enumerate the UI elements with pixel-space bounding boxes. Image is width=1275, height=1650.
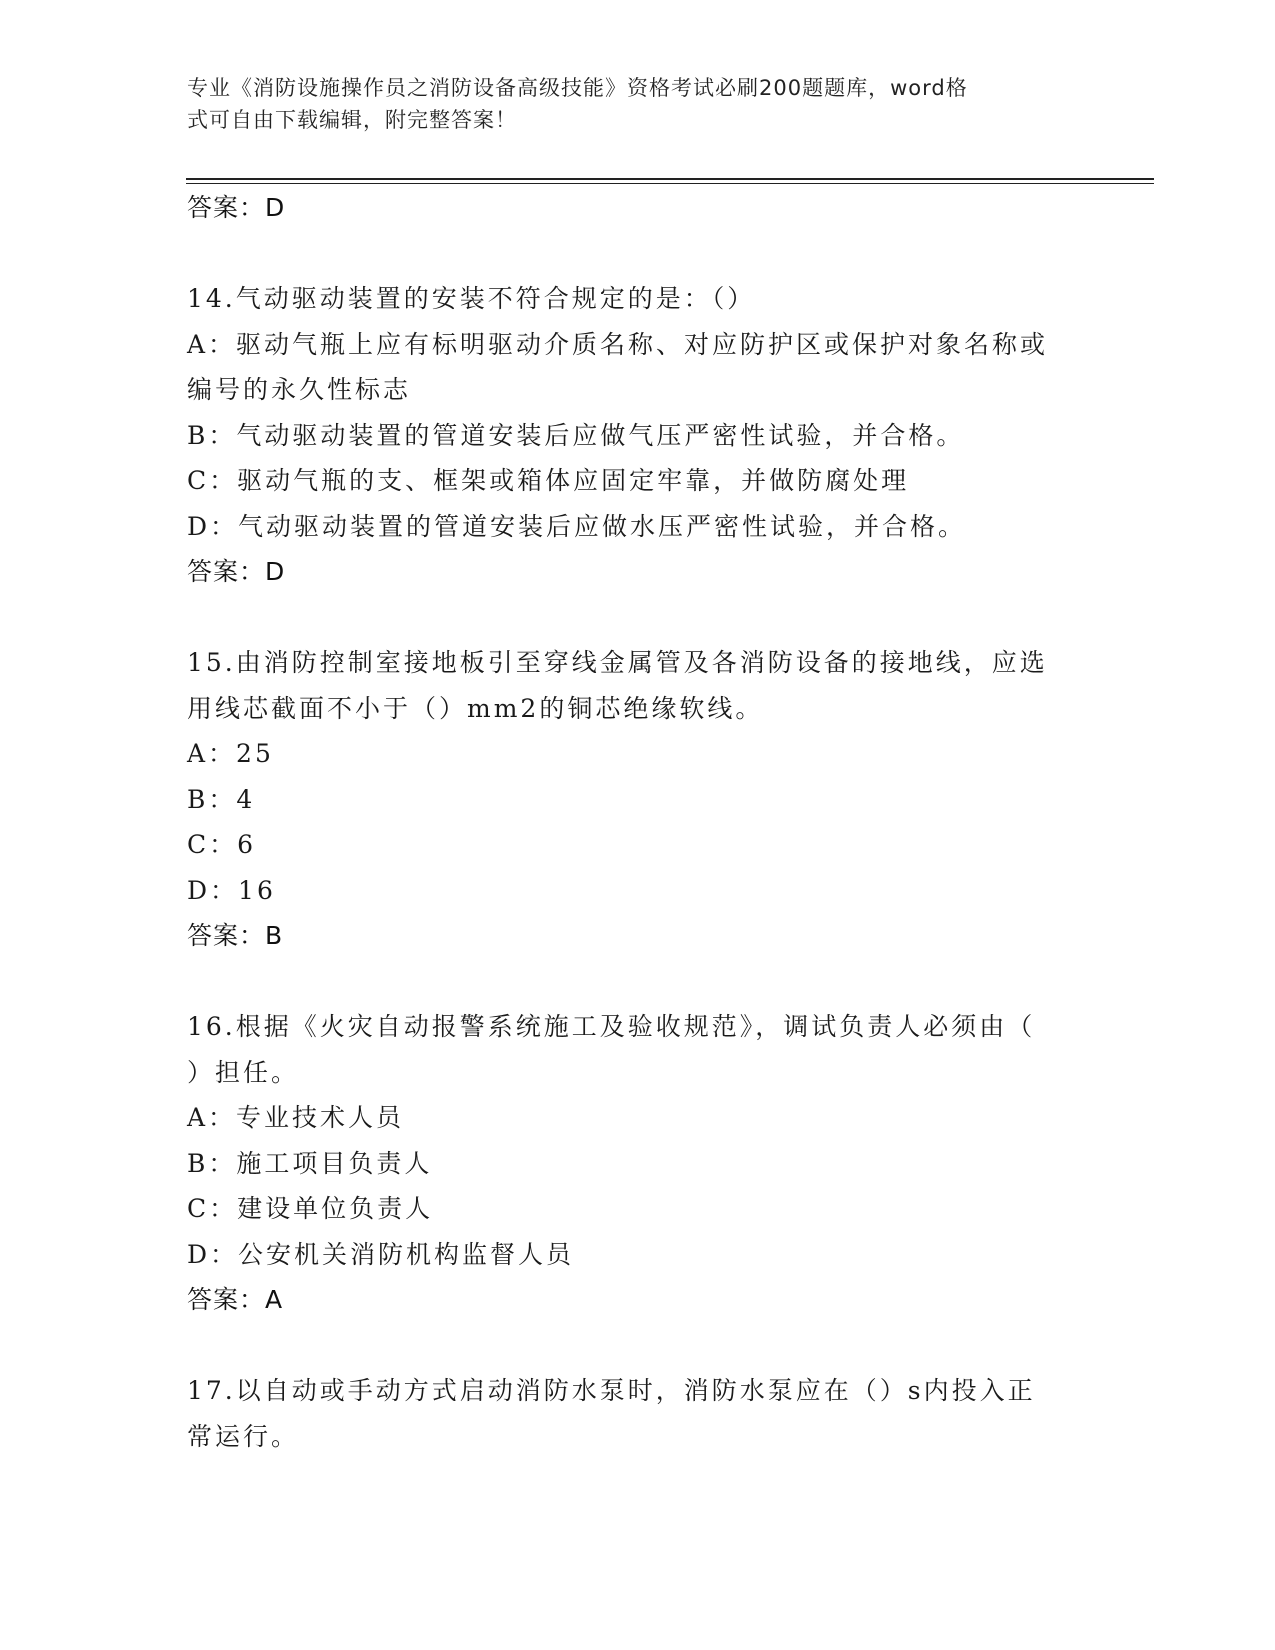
option-d: D：公安机关消防机构监督人员 xyxy=(187,1239,575,1269)
answer: 答案：D xyxy=(187,557,286,586)
header-line-2: 式可自由下载编辑，附完整答案！ xyxy=(187,108,517,132)
option-c: C：驱动气瓶的支、框架或箱体应固定牢靠，并做防腐处理 xyxy=(187,466,910,495)
option-a: A：25 xyxy=(187,739,274,768)
option-c: C：6 xyxy=(187,830,257,859)
answer: 答案：B xyxy=(187,921,284,950)
header-divider xyxy=(186,178,1154,180)
header-line-1: 专业《消防设施操作员之消防设备高级技能》资格考试必刷200题题库，word格 xyxy=(187,76,968,100)
question-stem-continued: 用线芯截面不小于（）mm2的铜芯绝缘软线。 xyxy=(187,693,764,723)
option-a: A：驱动气瓶上应有标明驱动介质名称、对应防护区或保护对象名称或 xyxy=(187,329,1049,359)
question-14 xyxy=(187,276,1087,595)
question-list xyxy=(187,185,1087,1459)
option-b: B：4 xyxy=(187,784,256,814)
spacer xyxy=(187,959,1087,1005)
spacer xyxy=(187,231,1087,277)
question-17 xyxy=(187,1368,1087,1459)
option-c: C：建设单位负责人 xyxy=(187,1194,434,1223)
question-stem-continued: ）担任。 xyxy=(187,1057,300,1087)
document-header xyxy=(187,72,1067,136)
previous-answer: 答案：D xyxy=(187,193,286,222)
option-d: D：16 xyxy=(187,875,276,905)
answer: 答案：A xyxy=(187,1285,284,1314)
option-d: D：气动驱动装置的管道安装后应做水压严密性试验，并合格。 xyxy=(187,511,967,541)
header-divider-thin xyxy=(186,183,1154,184)
option-a-continued: 编号的永久性标志 xyxy=(187,375,412,404)
question-stem: 14.气动驱动装置的安装不符合规定的是：（） xyxy=(187,284,756,313)
spacer xyxy=(187,1323,1087,1369)
question-stem: 16.根据《火灾自动报警系统施工及验收规范》，调试负责人必须由（ xyxy=(187,1012,1036,1041)
question-16 xyxy=(187,1004,1087,1323)
option-b: B：施工项目负责人 xyxy=(187,1148,433,1178)
option-a: A：专业技术人员 xyxy=(187,1103,405,1132)
spacer xyxy=(187,595,1087,641)
question-15 xyxy=(187,640,1087,959)
question-stem-continued: 常运行。 xyxy=(187,1421,300,1451)
option-b: B：气动驱动装置的管道安装后应做气压严密性试验，并合格。 xyxy=(187,420,965,450)
question-stem: 15.由消防控制室接地板引至穿线金属管及各消防设备的接地线，应选 xyxy=(187,648,1048,677)
question-stem: 17.以自动或手动方式启动消防水泵时，消防水泵应在（）s内投入正 xyxy=(187,1376,1036,1405)
